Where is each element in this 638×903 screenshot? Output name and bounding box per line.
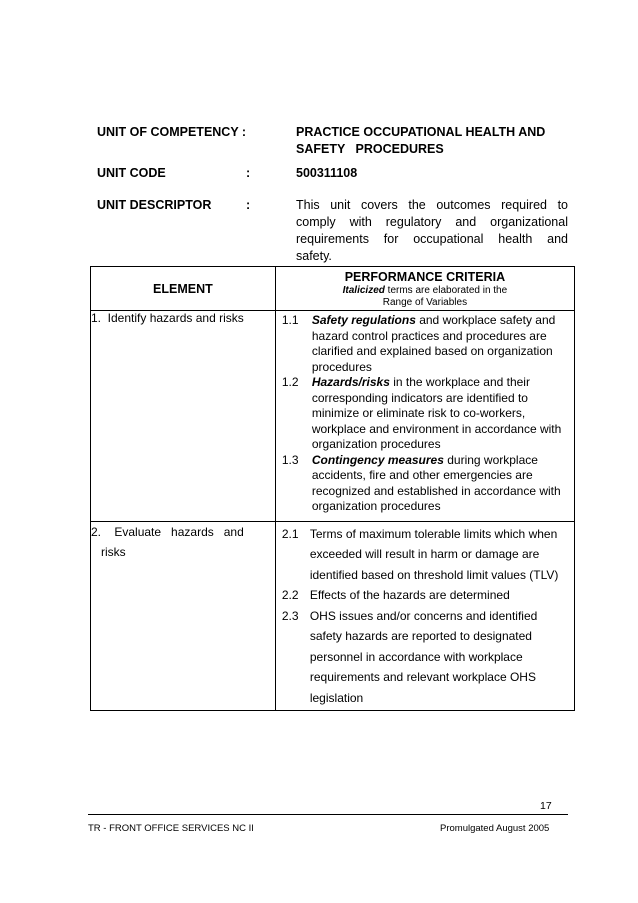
performance-criteria-title: PERFORMANCE CRITERIA xyxy=(344,270,506,284)
criterion-number: 1.1 xyxy=(281,313,299,327)
criterion-text: OHS issues and/or concerns and identified safety hazards are reported to designated personnel in accordance with workplace requirements and relevant workplace OHS legislation xyxy=(309,608,538,705)
element-text: 1. Identify hazards and risks xyxy=(91,311,244,325)
criterion-item xyxy=(276,313,568,375)
italicized-word: Italicized xyxy=(342,285,385,296)
unit-descriptor-label: UNIT DESCRIPTOR xyxy=(97,198,212,212)
criteria-cell xyxy=(275,521,574,711)
criterion-number: 2.1 xyxy=(281,526,299,541)
element-text-line2: risks xyxy=(101,545,126,559)
element-cell xyxy=(91,311,276,522)
criterion-term: Hazards/risks xyxy=(311,375,390,389)
unit-code-value: 500311108 xyxy=(296,166,358,180)
criterion-item xyxy=(276,524,568,586)
descriptor-line: comply with regulatory and organizational xyxy=(296,215,568,229)
unit-of-competency-value xyxy=(296,124,545,158)
unit-of-competency-line1: PRACTICE OCCUPATIONAL HEALTH AND xyxy=(296,125,546,139)
criteria-cell xyxy=(275,311,574,522)
criterion-number: 2.2 xyxy=(281,588,299,602)
page-number: 17 xyxy=(540,800,552,812)
criterion-text: in the workplace and their corresponding indicators are identified to minimize or eliminate risk to co-workers, workplace and environment in accordance with organization procedures xyxy=(311,375,562,451)
footer-right-text: Promulgated August 2005 xyxy=(440,823,550,834)
criterion-term: Contingency measures xyxy=(311,452,444,467)
criterion-text: Terms of maximum tolerable limits which when exceeded will result in harm or damage are identified based on threshold limit values (TLV) xyxy=(309,526,559,582)
table-row xyxy=(91,311,575,522)
subtitle-rest-2: Range of Variables xyxy=(382,297,468,308)
unit-descriptor-text xyxy=(296,197,568,265)
criterion-item xyxy=(276,375,568,453)
element-text-line1: 2. Evaluate hazards and xyxy=(91,524,244,539)
performance-criteria-subtitle xyxy=(276,285,574,309)
element-cell xyxy=(91,521,276,711)
unit-code-label: UNIT CODE xyxy=(97,166,166,180)
descriptor-line: This unit covers the outcomes required to xyxy=(296,198,568,212)
element-header: ELEMENT xyxy=(91,267,276,311)
criterion-text: during workplace accidents, fire and other emergencies are recognized and established in accordance with organization procedures xyxy=(311,452,561,513)
unit-code-colon: : xyxy=(246,166,251,180)
criterion-text: and workplace safety and hazard control practices and procedures are clarified and explained based on organization procedures xyxy=(311,313,556,374)
footer-divider xyxy=(88,814,568,815)
unit-of-competency-line2: SAFETY PROCEDURES xyxy=(296,142,444,156)
criterion-number: 1.2 xyxy=(281,375,299,389)
criterion-item xyxy=(276,585,568,606)
subtitle-rest-1: terms are elaborated in the xyxy=(384,285,508,296)
table-row xyxy=(91,521,575,711)
unit-of-competency-label: UNIT OF COMPETENCY : xyxy=(97,125,247,139)
unit-descriptor-colon: : xyxy=(246,198,251,212)
criterion-number: 1.3 xyxy=(281,452,299,467)
criterion-item xyxy=(276,606,568,709)
table-header-row xyxy=(91,267,575,311)
criterion-number: 2.3 xyxy=(281,608,299,623)
criterion-term: Safety regulations xyxy=(311,313,416,327)
performance-criteria-header xyxy=(275,267,574,311)
competency-table xyxy=(90,266,575,711)
descriptor-line: requirements for occupational health and xyxy=(296,232,568,246)
footer-left-text: TR - FRONT OFFICE SERVICES NC II xyxy=(88,823,254,834)
criterion-text: Effects of the hazards are determined xyxy=(309,588,510,602)
descriptor-line: safety. xyxy=(296,249,332,263)
criterion-item xyxy=(276,453,568,515)
